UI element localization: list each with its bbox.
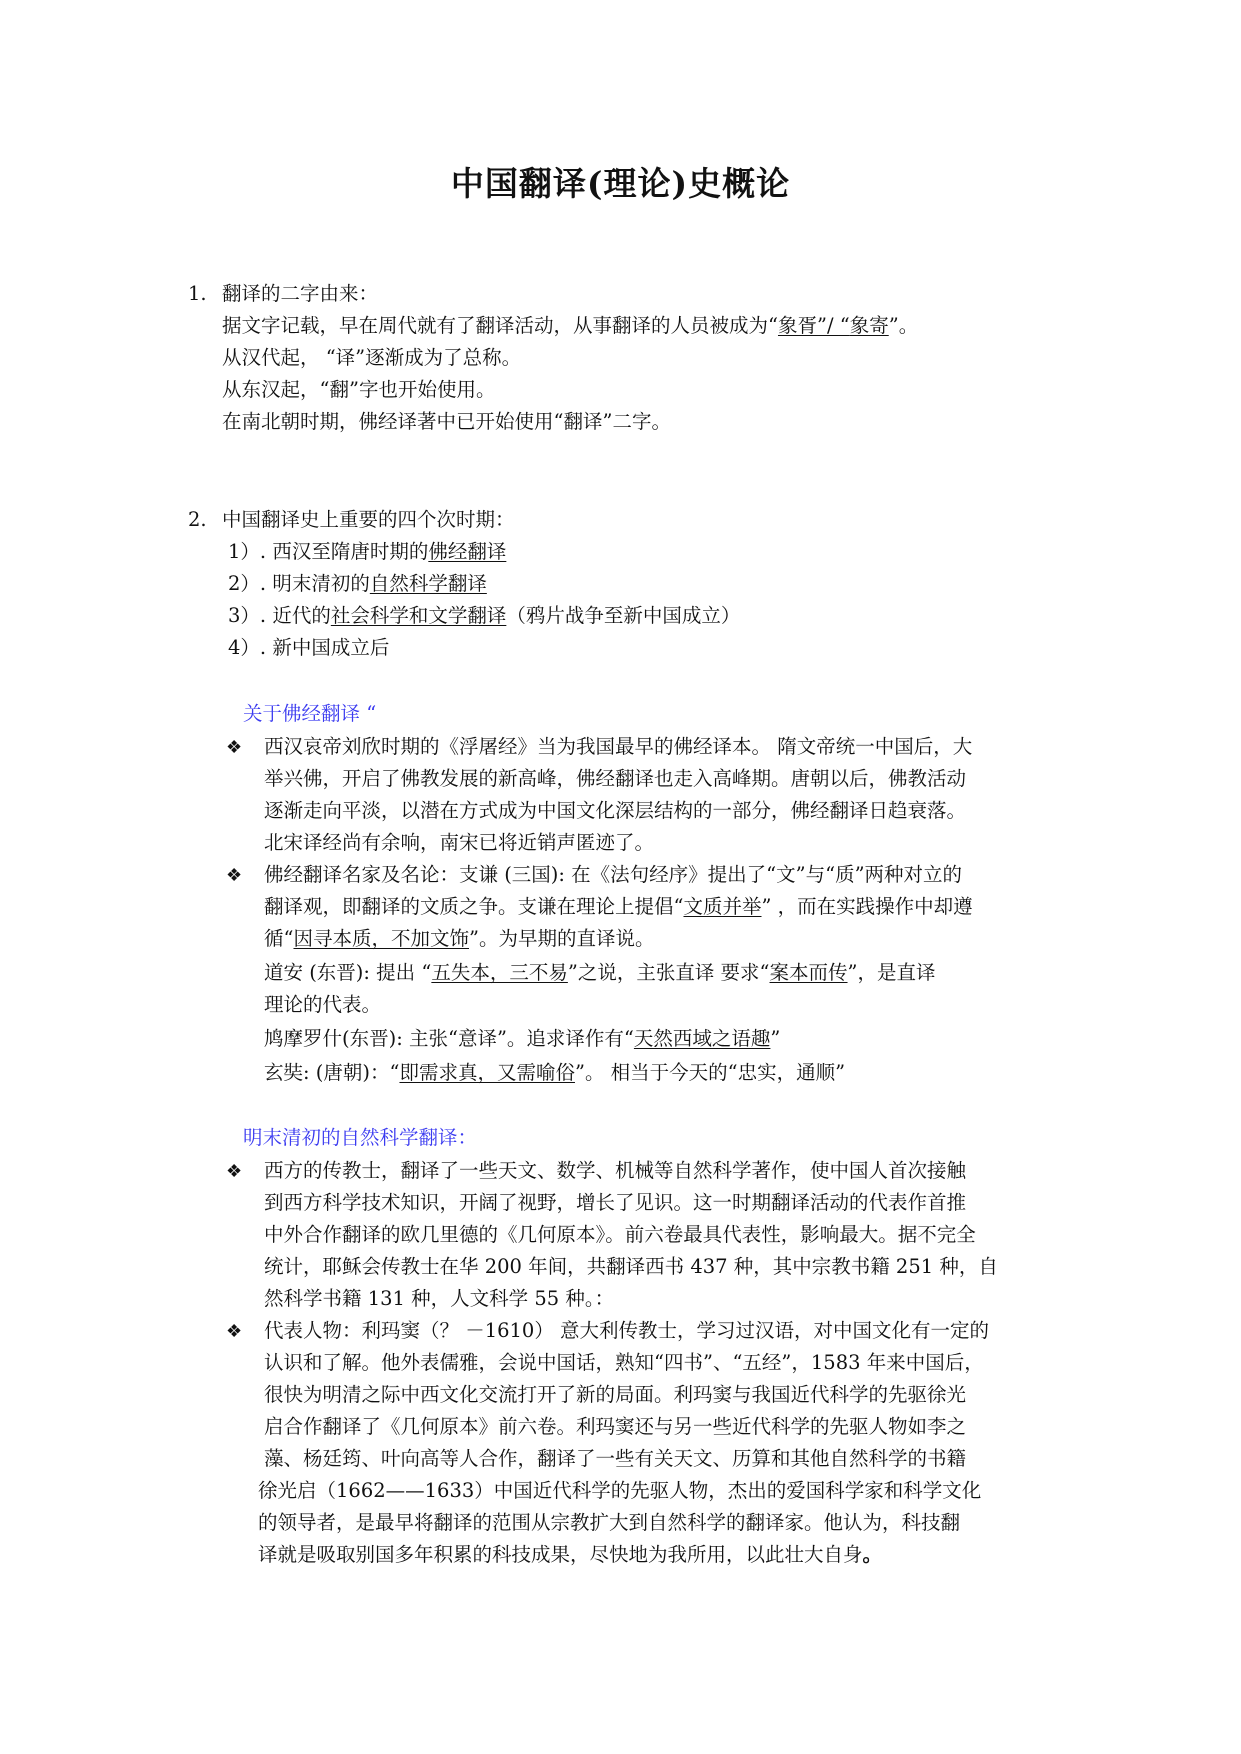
- section1-line1: 据文字记载，早在周代就有了翻译活动，从事翻译的人员被成为“象胥”/ “象寄”。: [222, 314, 919, 337]
- section1-heading: 翻译的二字由来：: [222, 282, 379, 305]
- buddhist-b2-line: 玄奘: (唐朝)：“即需求真，又需喻俗”。 相当于今天的“忠实，通顺”: [264, 1061, 846, 1084]
- buddhist-b2-line: 道安 (东晋): 提出 “五失本，三不易”之说，主张直译 要求“案本而传”，是直译: [264, 961, 936, 984]
- science-b1-line: 西方的传教士，翻译了一些天文、数学、机械等自然科学著作，使中国人首次接触: [264, 1159, 967, 1182]
- science-b2-line: 徐光启（1662——1633）中国近代科学的先驱人物，杰出的爱国科学家和科学文化: [258, 1479, 982, 1502]
- science-b2-line: 藻、杨廷筠、叶向高等人合作，翻译了一些有关天文、历算和其他自然科学的书籍: [264, 1447, 967, 1470]
- science-b2-line: 很快为明清之际中西文化交流打开了新的局面。利玛窦与我国近代科学的先驱徐光: [264, 1383, 967, 1406]
- buddhist-b2-line: 理论的代表。: [264, 993, 382, 1016]
- term-xiangji: 象寄: [849, 314, 889, 337]
- period-item: 2）. 明末清初的自然科学翻译: [228, 572, 487, 595]
- buddhist-b1-line: 举兴佛，开启了佛教发展的新高峰，佛经翻译也走入高峰期。唐朝以后，佛教活动: [264, 767, 967, 790]
- buddhist-b1-line: 逐渐走向平淡，以潜在方式成为中国文化深层结构的一部分，佛经翻译日趋衰落。: [264, 799, 967, 822]
- science-b2-line: 代表人物：利玛窦（？ －1610） 意大利传教士，学习过汉语，对中国文化有一定的: [264, 1319, 990, 1342]
- term-xiangxu: 象胥: [777, 314, 817, 337]
- buddhist-b1-line: 北宋译经尚有余响，南宋已将近销声匿迹了。: [264, 831, 655, 854]
- bullet-icon: ❖: [226, 1161, 243, 1182]
- buddhist-b2-line: 鸠摩罗什(东晋): 主张“意译”。追求译作有“天然西域之语趣”: [264, 1027, 781, 1050]
- science-b2-line: 启合作翻译了《几何原本》前六卷。利玛窦还与另一些近代科学的先驱人物如李之: [264, 1415, 967, 1438]
- buddhist-b2-line: 佛经翻译名家及名论：支谦 (三国): 在《法句经序》提出了“文”与“质”两种对立的: [264, 863, 963, 886]
- science-b1-line: 中外合作翻译的欧几里德的《几何原本》。前六卷最具代表性，影响最大。据不完全: [264, 1223, 976, 1246]
- buddhist-b1-line: 西汉哀帝刘欣时期的《浮屠经》当为我国最早的佛经译本。 隋文帝统一中国后，大: [264, 735, 973, 758]
- science-b2-line: 的领导者，是最早将翻译的范围从宗教扩大到自然科学的翻译家。他认为，科技翻: [258, 1511, 961, 1534]
- science-b1-line: 到西方科学技术知识，开阔了视野，增长了见识。这一时期翻译活动的代表作首推: [264, 1191, 967, 1214]
- section1-line3: 从东汉起，“翻”字也开始使用。: [222, 378, 496, 401]
- page-title: 中国翻译(理论)史概论: [450, 164, 791, 203]
- section1-number: 1.: [188, 282, 207, 305]
- science-b2-line: 译就是吸取别国多年积累的科技成果，尽快地为我所用，以此壮大自身。: [258, 1543, 883, 1566]
- bullet-icon: ❖: [226, 865, 243, 886]
- period-item: 1）. 西汉至隋唐时期的佛经翻译: [228, 540, 507, 563]
- period-item: 4）. 新中国成立后: [228, 636, 390, 659]
- buddhist-heading: 关于佛经翻译 “: [243, 702, 377, 725]
- buddhist-b2-line: 循“因寻本质，不加文饰”。为早期的直译说。: [264, 927, 655, 950]
- science-b1-line: 统计，耶稣会传教士在华 200 年间，共翻译西书 437 种，其中宗教书籍 251 种，自: [264, 1255, 998, 1278]
- section1-line2: 从汉代起， “译”逐渐成为了总称。: [222, 346, 522, 369]
- science-b2-line: 认识和了解。他外表儒雅，会说中国话，熟知“四书”、“五经”，1583 年来中国后，: [264, 1351, 984, 1374]
- section1-line4: 在南北朝时期，佛经译著中已开始使用“翻译”二字。: [222, 410, 671, 433]
- science-b1-line: 然科学书籍 131 种，人文科学 55 种。：: [264, 1287, 615, 1310]
- bullet-icon: ❖: [226, 737, 243, 758]
- buddhist-b2-line: 翻译观，即翻译的文质之争。支谦在理论上提倡“文质并举” ，而在实践操作中却遵: [264, 895, 973, 918]
- bullet-icon: ❖: [226, 1321, 243, 1342]
- science-heading: 明末清初的自然科学翻译：: [243, 1126, 478, 1149]
- period-item: 3）. 近代的社会科学和文学翻译（鸦片战争至新中国成立）: [228, 604, 741, 627]
- section2-number: 2.: [188, 508, 207, 531]
- section2-heading: 中国翻译史上重要的四个次时期：: [222, 508, 515, 531]
